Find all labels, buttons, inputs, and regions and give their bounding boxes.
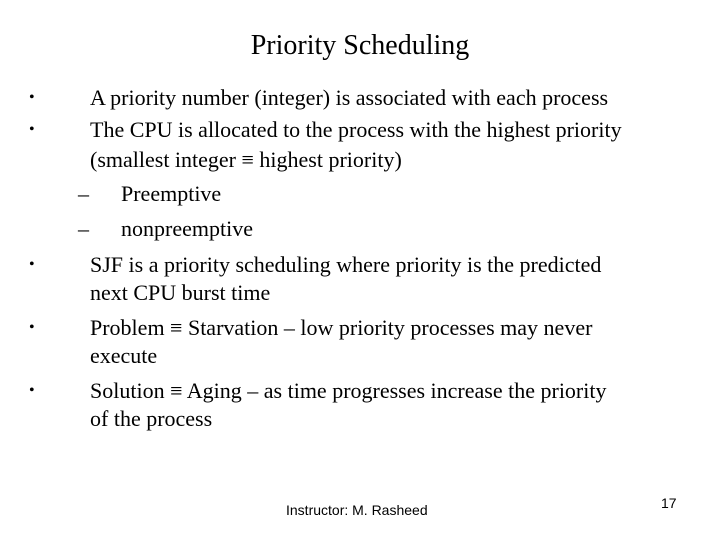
- bullet-text-continued: execute: [90, 343, 158, 368]
- bullet-text: The CPU is allocated to the process with the highest priority: [90, 117, 622, 142]
- bullet-marker: •: [29, 89, 35, 106]
- bullet-marker: •: [29, 121, 35, 138]
- sub-bullet-text: Preemptive: [121, 181, 222, 206]
- bullet-text-continued: (smallest integer ≡ highest priority): [90, 147, 402, 172]
- sub-bullet-marker: –: [78, 216, 89, 241]
- slide-title: Priority Scheduling: [250, 30, 470, 61]
- bullet-text: Problem ≡ Starvation – low priority processes may never: [90, 315, 593, 340]
- bullet-marker: •: [29, 319, 35, 336]
- bullet-text: SJF is a priority scheduling where priority is the predicted: [90, 252, 602, 277]
- sub-bullet-marker: –: [78, 181, 89, 206]
- bullet-marker: •: [29, 382, 35, 399]
- bullet-text: A priority number (integer) is associated with each process: [90, 85, 609, 110]
- bullet-text: Solution ≡ Aging – as time progresses increase the priority: [90, 378, 607, 403]
- bullet-text-continued: of the process: [90, 406, 213, 431]
- page-number: 17: [661, 495, 677, 511]
- sub-bullet-text: nonpreemptive: [121, 216, 253, 241]
- footer-instructor: Instructor: M. Rasheed: [286, 502, 428, 518]
- bullet-text-continued: next CPU burst time: [90, 280, 271, 305]
- bullet-marker: •: [29, 256, 35, 273]
